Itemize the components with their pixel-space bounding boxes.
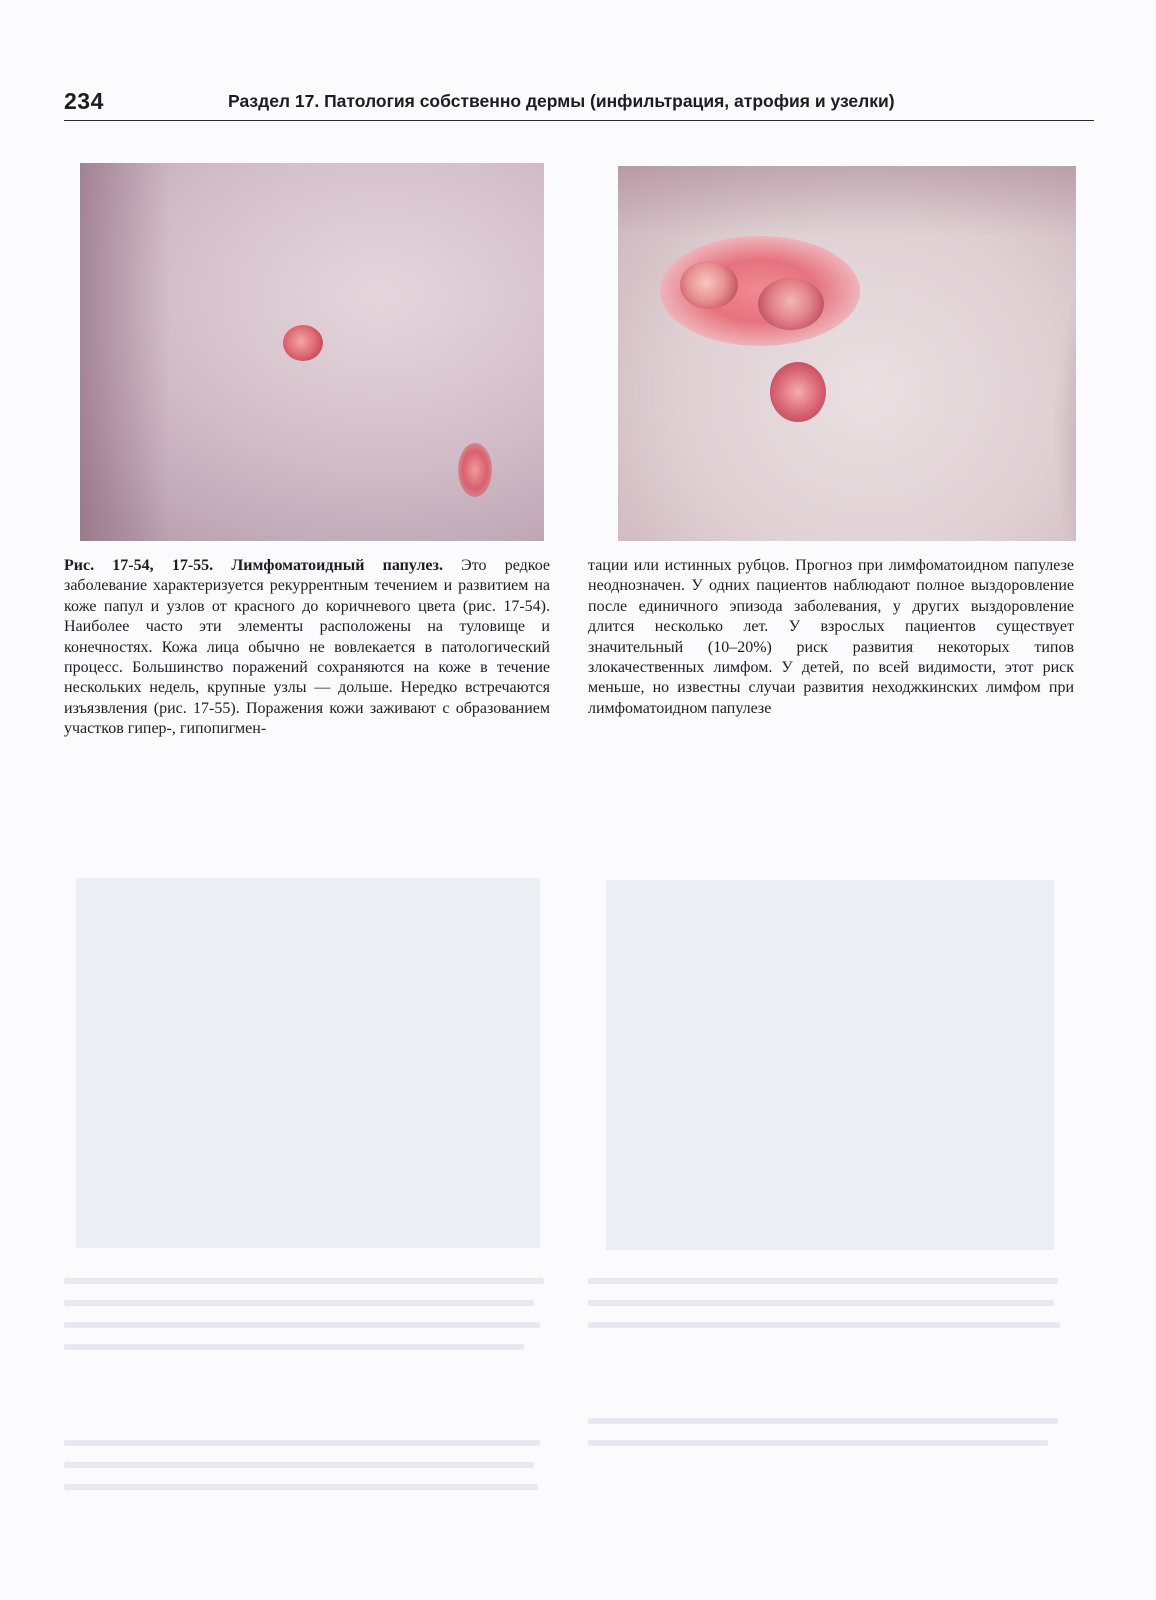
bleed-through-panel bbox=[76, 878, 540, 1248]
caption-text: Это редкое заболевание характеризуется рекуррентным течением и развитием на коже папул и узлов от красного до коричневого цвета (рис. 17-54). Наиболее часто эти элементы расположены на туловище и конечностях. Кожа лица обычно не вовлекается в патологический процесс. Большинство поражений сохраняются на коже в течение нескольких недель, крупные узлы — дольше. Нередко встречаются изъязвления (рис. 17-55). Поражения кожи заживают с образованием участков гипер-, гипопигмен- bbox=[64, 557, 551, 738]
bleed-through-line bbox=[64, 1344, 524, 1350]
chapter-title: Раздел 17. Патология собственно дермы (инфильтрация, атрофия и узелки) bbox=[228, 91, 895, 111]
bleed-through-line bbox=[64, 1300, 534, 1306]
bleed-through-line bbox=[64, 1484, 538, 1490]
running-header bbox=[64, 86, 1094, 121]
bleed-through-line bbox=[588, 1300, 1054, 1306]
bleed-through-line bbox=[588, 1322, 1060, 1328]
figure-reference: Рис. 17-54, 17-55. Лимфоматоидный папулез. bbox=[64, 557, 443, 574]
bleed-through-line bbox=[588, 1278, 1058, 1284]
caption-left-column bbox=[64, 556, 550, 740]
bleed-through-line bbox=[64, 1278, 544, 1284]
bleed-through-panel bbox=[606, 880, 1054, 1250]
caption-text: тации или истинных рубцов. Прогноз при лимфоматоидном папулезе неоднозначен. У одних пациентов наблюдают полное выздоровление после единичного эпизода заболевания, у других выздоровление длится несколько лет. У взрослых пациентов существует значительный (10–20%) риск развития некоторых типов злокачественных лимфом. У детей, по всей видимости, этот риск меньше, но известны случаи развития неходжкинских лимфом при лимфоматоидном папулезе bbox=[588, 557, 1074, 717]
bleed-through-line bbox=[588, 1418, 1058, 1424]
ulcer-crust bbox=[758, 278, 824, 330]
ulcerated-nodule bbox=[770, 362, 826, 422]
papule-lesion bbox=[458, 443, 492, 497]
page-number: 234 bbox=[64, 88, 104, 114]
photo-shadow bbox=[80, 163, 170, 541]
papule-lesion bbox=[283, 325, 323, 361]
clinical-photo-17-54 bbox=[80, 163, 544, 541]
bleed-through-line bbox=[588, 1440, 1048, 1446]
clinical-photo-17-55 bbox=[618, 166, 1076, 541]
bleed-through-line bbox=[64, 1462, 534, 1468]
skin-fold bbox=[966, 166, 1076, 541]
ulcer-crust bbox=[680, 261, 738, 309]
bleed-through-line bbox=[64, 1322, 540, 1328]
caption-right-column bbox=[588, 556, 1074, 719]
bleed-through-line bbox=[64, 1440, 540, 1446]
